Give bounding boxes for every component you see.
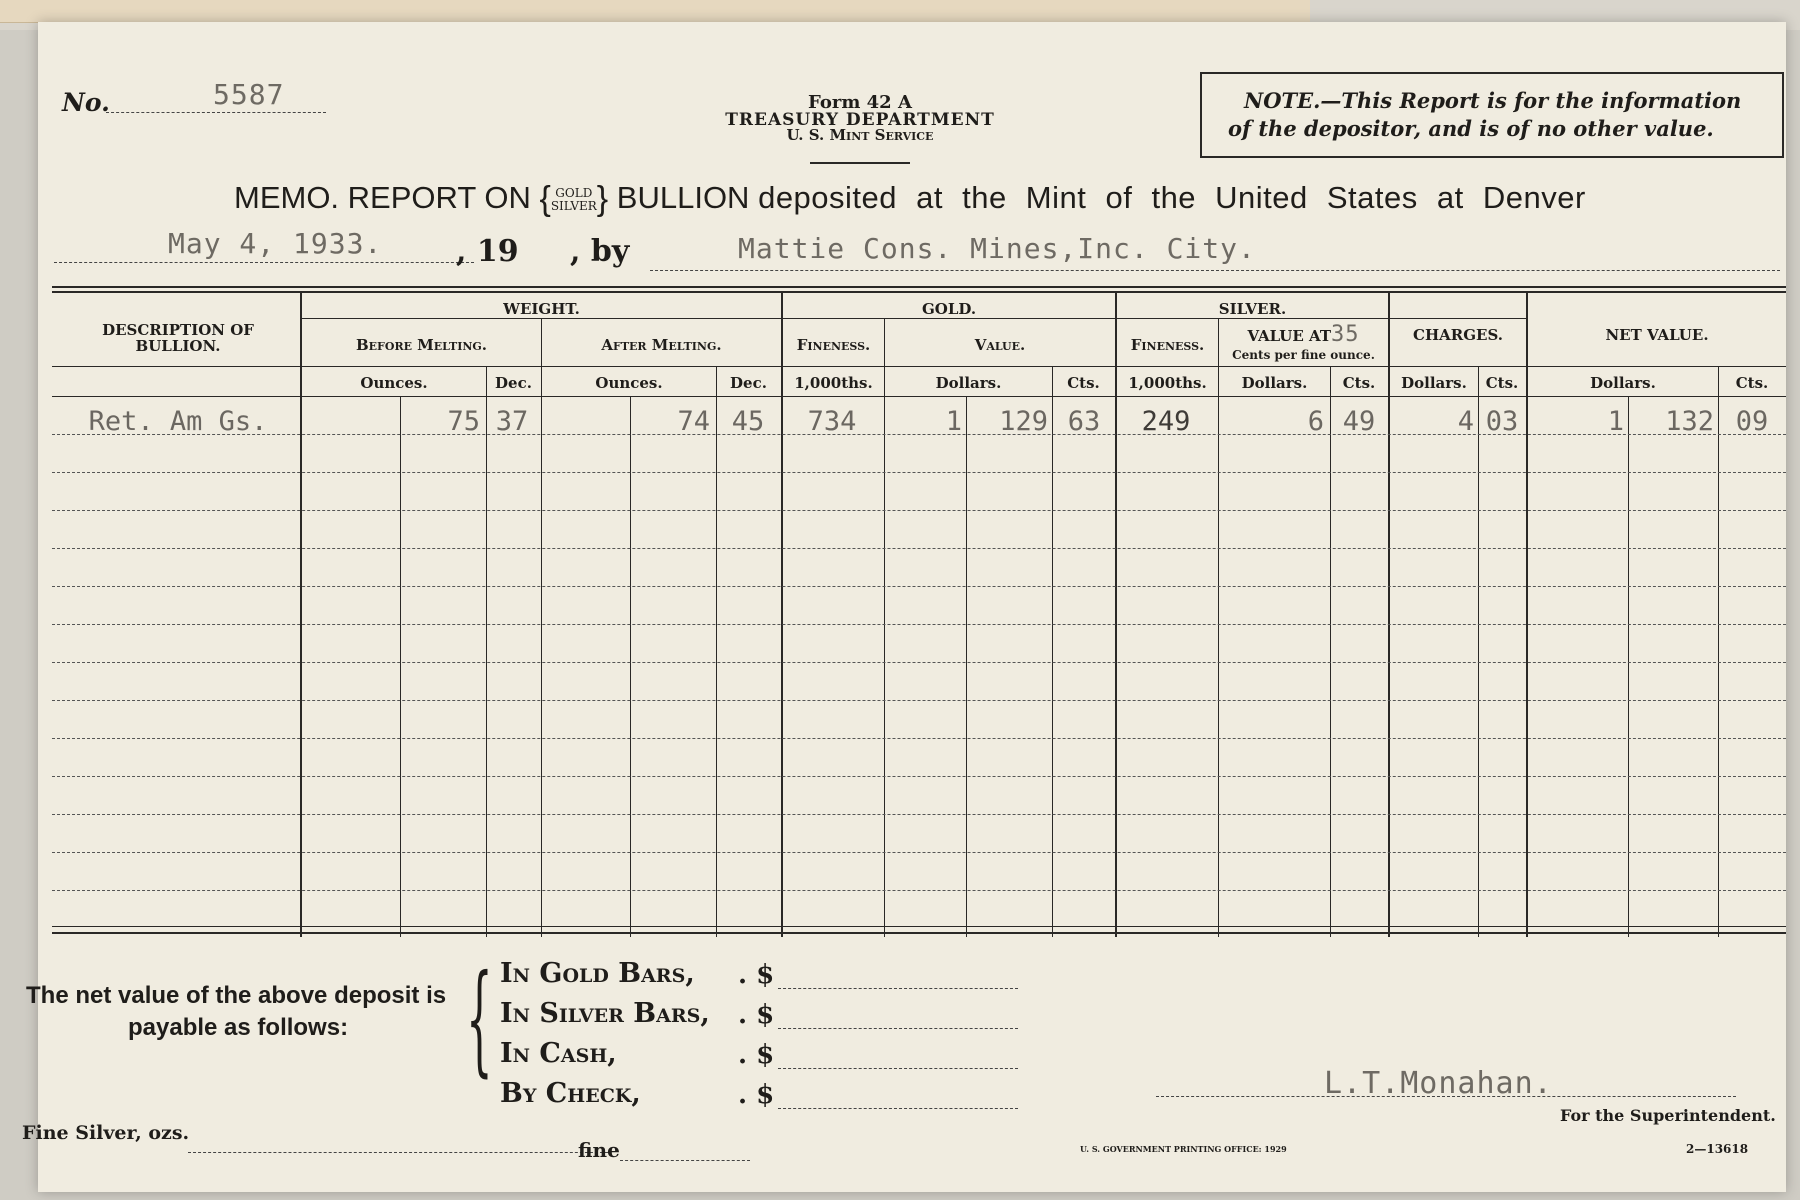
ruled-line xyxy=(52,776,1786,777)
row-gold-dollars: 129 xyxy=(999,406,1048,437)
payable-dollar-sign: . $ xyxy=(738,1080,775,1110)
col-silver-value xyxy=(1219,322,1388,364)
printer-imprint: U. S. GOVERNMENT PRINTING OFFICE: 1929 xyxy=(1080,1144,1287,1154)
payable-brace: { xyxy=(466,950,493,1089)
row-after-dec: 45 xyxy=(731,406,765,437)
ruled-line xyxy=(52,472,1786,473)
signature-name: L.T.Monahan. xyxy=(1324,1066,1553,1101)
form-number: Form 42 A xyxy=(808,92,912,113)
col-net-value: NET VALUE. xyxy=(1605,326,1709,344)
col-charges: CHARGES. xyxy=(1413,326,1503,344)
year-label: , 19 xyxy=(456,234,519,269)
col-charges-cts: Cts. xyxy=(1485,374,1519,392)
value-at-cents: 35 xyxy=(1331,322,1360,347)
payable-option-check: By Check, xyxy=(500,1078,641,1109)
payable-line-1: The net value of the above deposit is xyxy=(26,982,447,1009)
title-memo: MEMO. REPORT ON xyxy=(234,180,531,215)
col-before-ounces: Ounces. xyxy=(360,374,428,392)
row-net-cts: 09 xyxy=(1735,406,1769,437)
row-silver-cts: 49 xyxy=(1342,406,1376,437)
payable-dollar-sign: . $ xyxy=(738,1040,775,1070)
col-before-melting: Before Melting. xyxy=(355,336,488,354)
row-silver-fineness: 249 xyxy=(1141,406,1191,437)
title-bullion: BULLION xyxy=(616,180,750,215)
report-number-label: No. xyxy=(62,88,110,117)
col-gold-cts: Cts. xyxy=(1067,374,1100,392)
row-after-ounces: 74 xyxy=(677,406,710,437)
department-name: TREASURY DEPARTMENT xyxy=(725,110,995,130)
col-gold: GOLD. xyxy=(921,300,977,318)
payable-dollar-sign: . $ xyxy=(738,1000,775,1030)
title-silver: SILVER xyxy=(550,198,597,213)
form-code: 2—13618 xyxy=(1686,1142,1749,1156)
depositor-name: Mattie Cons. Mines,Inc. City. xyxy=(738,232,1256,265)
col-net-cts: Cts. xyxy=(1735,374,1769,392)
col-weight: WEIGHT. xyxy=(503,300,580,318)
row-description: Ret. Am Gs. xyxy=(88,406,268,437)
fine-line xyxy=(620,1160,750,1161)
col-gold-thousandths: 1,000ths. xyxy=(794,374,873,392)
row-gold-cts: 63 xyxy=(1067,406,1101,437)
payable-amount-line xyxy=(778,988,1018,989)
service-name: U. S. Mint Service xyxy=(786,126,934,144)
by-label: , by xyxy=(570,234,630,269)
memo-report-form xyxy=(22,22,1786,1192)
payable-amount-line xyxy=(778,1028,1018,1029)
ruled-line xyxy=(52,548,1786,549)
fine-label: fine xyxy=(578,1138,620,1162)
col-silver-thousandths: 1,000ths. xyxy=(1128,374,1207,392)
ruled-line xyxy=(52,890,1786,891)
col-net-dollars: Dollars. xyxy=(1590,374,1656,392)
deposit-date: May 4, 1933. xyxy=(168,227,383,260)
payable-amount-line xyxy=(778,1108,1018,1109)
col-gold-value: Value. xyxy=(974,336,1026,354)
date-line xyxy=(54,262,474,263)
col-gold-fineness: Fineness. xyxy=(796,336,871,354)
payable-option-silver: In Silver Bars, xyxy=(500,998,710,1029)
signature-title: For the Superintendent. xyxy=(1560,1106,1776,1125)
report-number-value: 5587 xyxy=(213,78,285,111)
note-line-2: of the depositor, and is of no other value. xyxy=(1228,116,1714,141)
title-rest: deposited at the Mint of the United States at Denver xyxy=(758,180,1586,215)
payable-option-cash: In Cash, xyxy=(500,1038,617,1069)
ruled-line xyxy=(52,852,1786,853)
col-gold-dollars: Dollars. xyxy=(935,374,1002,392)
row-before-ounces: 75 xyxy=(447,406,480,437)
fine-silver-label: Fine Silver, ozs. xyxy=(22,1122,190,1144)
col-charges-dollars: Dollars. xyxy=(1401,374,1467,392)
row-net-dollars: 132 xyxy=(1665,406,1714,437)
depositor-line xyxy=(650,270,1780,271)
ruled-line xyxy=(52,700,1786,701)
row-gold-fineness: 734 xyxy=(807,406,857,437)
ruled-line xyxy=(52,624,1786,625)
col-after-dec: Dec. xyxy=(730,374,767,392)
col-silver-fineness: Fineness. xyxy=(1130,336,1205,354)
row-net-dollars-thousands: 1 xyxy=(1607,406,1624,437)
ruled-line xyxy=(52,738,1786,739)
note-line-1: NOTE.—This Report is for the information xyxy=(1244,88,1742,113)
header-divider xyxy=(810,162,910,164)
col-silver: SILVER. xyxy=(1218,300,1287,318)
col-silver-cts: Cts. xyxy=(1342,374,1376,392)
col-after-melting: After Melting. xyxy=(601,336,722,354)
row-silver-dollars: 6 xyxy=(1307,406,1324,437)
report-number-line xyxy=(106,112,326,113)
background-folder-tab xyxy=(0,0,1310,23)
title-gold: GOLD xyxy=(555,185,593,200)
report-title: MEMO. REPORT ON { GOLD SILVER} BULLION deposited at the Mint of the United States at Denver xyxy=(234,180,1586,219)
row-charges-dollars: 4 xyxy=(1457,406,1474,437)
payable-option-gold: In Gold Bars, xyxy=(500,958,695,989)
value-at-label: VALUE AT xyxy=(1247,327,1332,345)
ruled-line xyxy=(52,510,1786,511)
row-before-dec: 37 xyxy=(495,406,529,437)
row-charges-cts: 03 xyxy=(1485,406,1519,437)
ruled-line xyxy=(52,586,1786,587)
fine-silver-line xyxy=(188,1152,608,1153)
col-silver-dollars: Dollars. xyxy=(1241,374,1308,392)
row-gold-dollars-thousands: 1 xyxy=(945,406,962,437)
note-box xyxy=(1200,72,1784,158)
col-after-ounces: Ounces. xyxy=(595,374,663,392)
cents-per-ounce: Cents per fine ounce. xyxy=(1232,348,1375,362)
payable-dollar-sign: . $ xyxy=(738,960,775,990)
payable-amount-line xyxy=(778,1068,1018,1069)
ruled-line xyxy=(52,814,1786,815)
payable-line-2: payable as follows: xyxy=(128,1014,349,1041)
ruled-line xyxy=(52,662,1786,663)
col-description: DESCRIPTION OF BULLION. xyxy=(102,321,254,355)
col-before-dec: Dec. xyxy=(495,374,532,392)
